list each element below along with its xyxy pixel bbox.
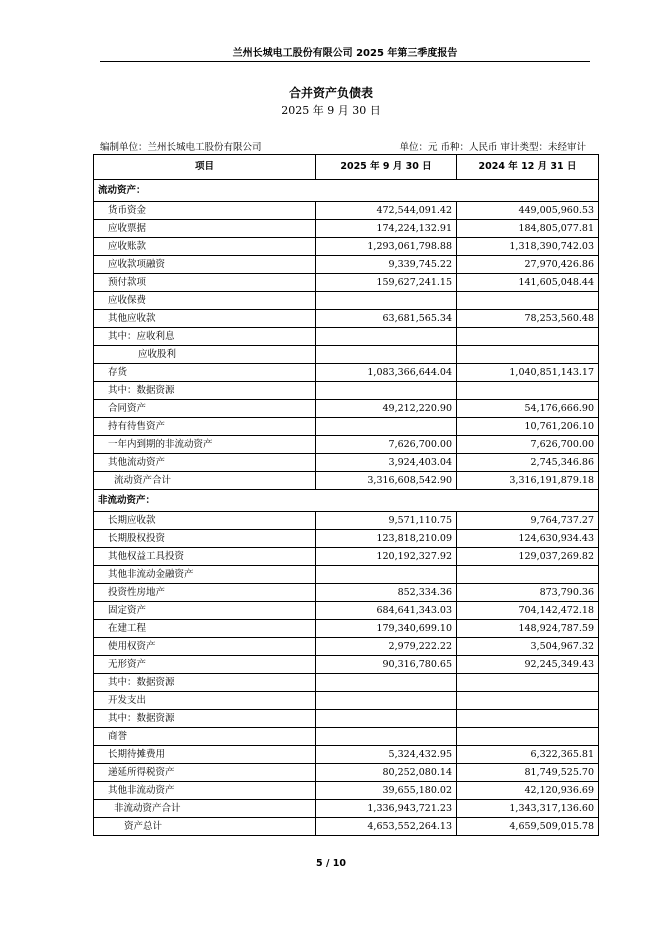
value-prior: 92,245,349.43 [457, 656, 599, 674]
value-prior: 42,120,936.69 [457, 782, 599, 800]
header-divider [100, 61, 590, 62]
value-current [316, 674, 457, 692]
table-row [94, 202, 599, 220]
row-label: 应收保费 [94, 292, 316, 310]
row-label: 商誉 [94, 728, 316, 746]
column-header-item: 项目 [94, 155, 316, 180]
table-row [94, 512, 599, 530]
row-label: 长期应收款 [94, 512, 316, 530]
row-label: 其中：数据资源 [94, 710, 316, 728]
value-prior: 148,924,787.59 [457, 620, 599, 638]
table-row [94, 782, 599, 800]
value-current [316, 710, 457, 728]
value-prior [457, 710, 599, 728]
value-prior: 2,745,346.86 [457, 454, 599, 472]
balance-sheet-table [93, 154, 599, 836]
table-row [94, 656, 599, 674]
value-current: 472,544,091.42 [316, 202, 457, 220]
table-row [94, 346, 599, 364]
value-current [316, 692, 457, 710]
row-label: 使用权资产 [94, 638, 316, 656]
value-prior [457, 674, 599, 692]
table-row [94, 638, 599, 656]
row-label: 递延所得税资产 [94, 764, 316, 782]
value-current [316, 566, 457, 584]
table-row [94, 692, 599, 710]
value-current: 3,316,608,542.90 [316, 472, 457, 490]
value-current: 3,924,403.04 [316, 454, 457, 472]
value-prior [457, 328, 599, 346]
value-current: 5,324,432.95 [316, 746, 457, 764]
row-label: 其他非流动金融资产 [94, 566, 316, 584]
table-row [94, 584, 599, 602]
value-current: 1,336,943,721.23 [316, 800, 457, 818]
value-prior [457, 728, 599, 746]
table-row [94, 602, 599, 620]
value-prior [457, 692, 599, 710]
value-current [316, 382, 457, 400]
value-current: 174,224,132.91 [316, 220, 457, 238]
table-header-row [94, 155, 599, 180]
table-row [94, 710, 599, 728]
value-prior: 78,253,560.48 [457, 310, 599, 328]
row-label: 持有待售资产 [94, 418, 316, 436]
table-row [94, 310, 599, 328]
value-current: 1,293,061,798.88 [316, 238, 457, 256]
value-prior: 449,005,960.53 [457, 202, 599, 220]
value-current: 39,655,180.02 [316, 782, 457, 800]
row-label: 其中：数据资源 [94, 674, 316, 692]
row-label: 长期待摊费用 [94, 746, 316, 764]
value-current: 4,653,552,264.13 [316, 818, 457, 836]
table-row [94, 436, 599, 454]
value-current [316, 328, 457, 346]
value-current [316, 728, 457, 746]
section-label: 非流动资产： [94, 490, 599, 512]
table-row [94, 800, 599, 818]
row-label: 应收款项融资 [94, 256, 316, 274]
value-prior: 141,605,048.44 [457, 274, 599, 292]
value-current: 159,627,241.15 [316, 274, 457, 292]
value-prior: 129,037,269.82 [457, 548, 599, 566]
row-label: 一年内到期的非流动资产 [94, 436, 316, 454]
row-label: 投资性房地产 [94, 584, 316, 602]
table-row [94, 418, 599, 436]
column-header-current: 2025 年 9 月 30 日 [316, 155, 457, 180]
value-prior: 3,504,967.32 [457, 638, 599, 656]
value-current: 49,212,220.90 [316, 400, 457, 418]
value-current: 179,340,699.10 [316, 620, 457, 638]
row-label: 其他流动资产 [94, 454, 316, 472]
row-label: 货币资金 [94, 202, 316, 220]
row-label: 非流动资产合计 [94, 800, 316, 818]
value-current: 852,334.36 [316, 584, 457, 602]
value-prior: 124,630,934.43 [457, 530, 599, 548]
value-current: 684,641,343.03 [316, 602, 457, 620]
value-prior: 1,343,317,136.60 [457, 800, 599, 818]
table-row [94, 548, 599, 566]
value-prior [457, 346, 599, 364]
table-row [94, 674, 599, 692]
value-prior: 27,970,426.86 [457, 256, 599, 274]
row-label: 存货 [94, 364, 316, 382]
row-label: 其中：数据资源 [94, 382, 316, 400]
value-current: 120,192,327.92 [316, 548, 457, 566]
value-prior: 7,626,700.00 [457, 436, 599, 454]
table-row [94, 566, 599, 584]
row-label: 固定资产 [94, 602, 316, 620]
page-number: 5 / 10 [316, 858, 346, 869]
value-prior: 6,322,365.81 [457, 746, 599, 764]
value-prior [457, 292, 599, 310]
value-prior: 3,316,191,879.18 [457, 472, 599, 490]
table-row [94, 220, 599, 238]
table-row [94, 238, 599, 256]
value-prior: 9,764,737.27 [457, 512, 599, 530]
row-label: 合同资产 [94, 400, 316, 418]
value-current: 80,252,080.14 [316, 764, 457, 782]
section-row [94, 490, 599, 512]
table-row [94, 364, 599, 382]
row-label: 其中：应收利息 [94, 328, 316, 346]
row-label: 开发支出 [94, 692, 316, 710]
row-label: 其他应收款 [94, 310, 316, 328]
table-row [94, 818, 599, 836]
table-row [94, 530, 599, 548]
section-row [94, 180, 599, 202]
statement-title: 合并资产负债表 [288, 86, 373, 100]
units-info: 单位：元 币种：人民币 审计类型：未经审计 [399, 142, 586, 153]
value-current: 90,316,780.65 [316, 656, 457, 674]
section-label: 流动资产： [94, 180, 599, 202]
row-label: 应收票据 [94, 220, 316, 238]
preparer-info: 编制单位：兰州长城电工股份有限公司 [100, 142, 262, 153]
table-row [94, 382, 599, 400]
row-label: 应收股利 [94, 346, 316, 364]
value-current: 123,818,210.09 [316, 530, 457, 548]
value-current: 7,626,700.00 [316, 436, 457, 454]
report-header: 兰州长城电工股份有限公司 2025 年第三季度报告 [232, 48, 458, 59]
value-current: 63,681,565.34 [316, 310, 457, 328]
value-current [316, 346, 457, 364]
row-label: 其他权益工具投资 [94, 548, 316, 566]
row-label: 无形资产 [94, 656, 316, 674]
value-prior: 10,761,206.10 [457, 418, 599, 436]
value-current: 9,339,745.22 [316, 256, 457, 274]
table-row [94, 292, 599, 310]
value-current: 1,083,366,644.04 [316, 364, 457, 382]
value-prior: 54,176,666.90 [457, 400, 599, 418]
value-prior: 873,790.36 [457, 584, 599, 602]
value-prior [457, 382, 599, 400]
value-prior: 1,040,851,143.17 [457, 364, 599, 382]
row-label: 流动资产合计 [94, 472, 316, 490]
row-label: 其他非流动资产 [94, 782, 316, 800]
table-row [94, 454, 599, 472]
value-prior: 184,805,077.81 [457, 220, 599, 238]
row-label: 预付款项 [94, 274, 316, 292]
column-header-prior: 2024 年 12 月 31 日 [457, 155, 599, 180]
table-row [94, 274, 599, 292]
table-row [94, 256, 599, 274]
table-row [94, 728, 599, 746]
value-prior: 81,749,525.70 [457, 764, 599, 782]
row-label: 应收账款 [94, 238, 316, 256]
table-row [94, 764, 599, 782]
value-current: 2,979,222.22 [316, 638, 457, 656]
table-row [94, 746, 599, 764]
table-row [94, 472, 599, 490]
value-prior: 4,659,509,015.78 [457, 818, 599, 836]
value-current: 9,571,110.75 [316, 512, 457, 530]
table-row [94, 400, 599, 418]
value-prior: 704,142,472.18 [457, 602, 599, 620]
value-prior: 1,318,390,742.03 [457, 238, 599, 256]
value-prior [457, 566, 599, 584]
statement-date: 2025 年 9 月 30 日 [281, 104, 381, 117]
row-label: 长期股权投资 [94, 530, 316, 548]
table-row [94, 328, 599, 346]
row-label: 在建工程 [94, 620, 316, 638]
table-row [94, 620, 599, 638]
row-label: 资产总计 [94, 818, 316, 836]
value-current [316, 418, 457, 436]
value-current [316, 292, 457, 310]
